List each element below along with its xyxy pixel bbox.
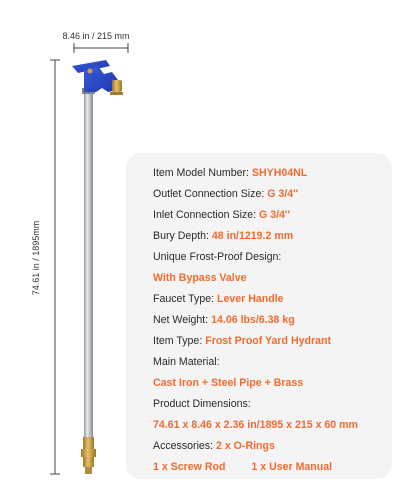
spec-row-faucet: Faucet Type: Lever Handle: [153, 293, 284, 305]
spec-row-material-label: Main Material:: [153, 356, 220, 368]
outlet-spout: [112, 80, 122, 92]
spec-row-model: Item Model Number: SHYH04NL: [153, 167, 308, 179]
spec-row-material-value: Cast Iron + Steel Pipe + Brass: [153, 377, 304, 389]
width-label: 8.46 in / 215 mm: [62, 31, 130, 41]
steel-pipe: [84, 92, 93, 437]
spec-row-inlet: Inlet Connection Size: G 3/4'': [153, 209, 290, 221]
spec-row-bury-depth: Bury Depth: 48 in/1219.2 mm: [153, 230, 294, 242]
height-label: 74.61 in / 1895mm: [31, 220, 41, 296]
spec-row-design-label: Unique Frost-Proof Design:: [153, 251, 282, 263]
spec-row-item-type: Item Type: Frost Proof Yard Hydrant: [153, 335, 331, 347]
spec-row-weight: Net Weight: 14.06 lbs/6.38 kg: [153, 314, 295, 326]
spec-row-outlet: Outlet Connection Size: G 3/4'': [153, 188, 299, 200]
spec-row-design-value: With Bypass Valve: [153, 272, 247, 284]
spec-row-dimensions-value: 74.61 x 8.46 x 2.36 in/1895 x 215 x 60 mm: [153, 419, 358, 431]
spec-row-accessories: Accessories: 2 x O-Rings: [153, 440, 275, 452]
spec-row-dimensions-label: Product Dimensions:: [153, 398, 251, 410]
spec-row-accessory-items: 1 x Screw Rod 1 x User Manual: [153, 461, 333, 473]
inlet-fitting: [83, 437, 94, 449]
